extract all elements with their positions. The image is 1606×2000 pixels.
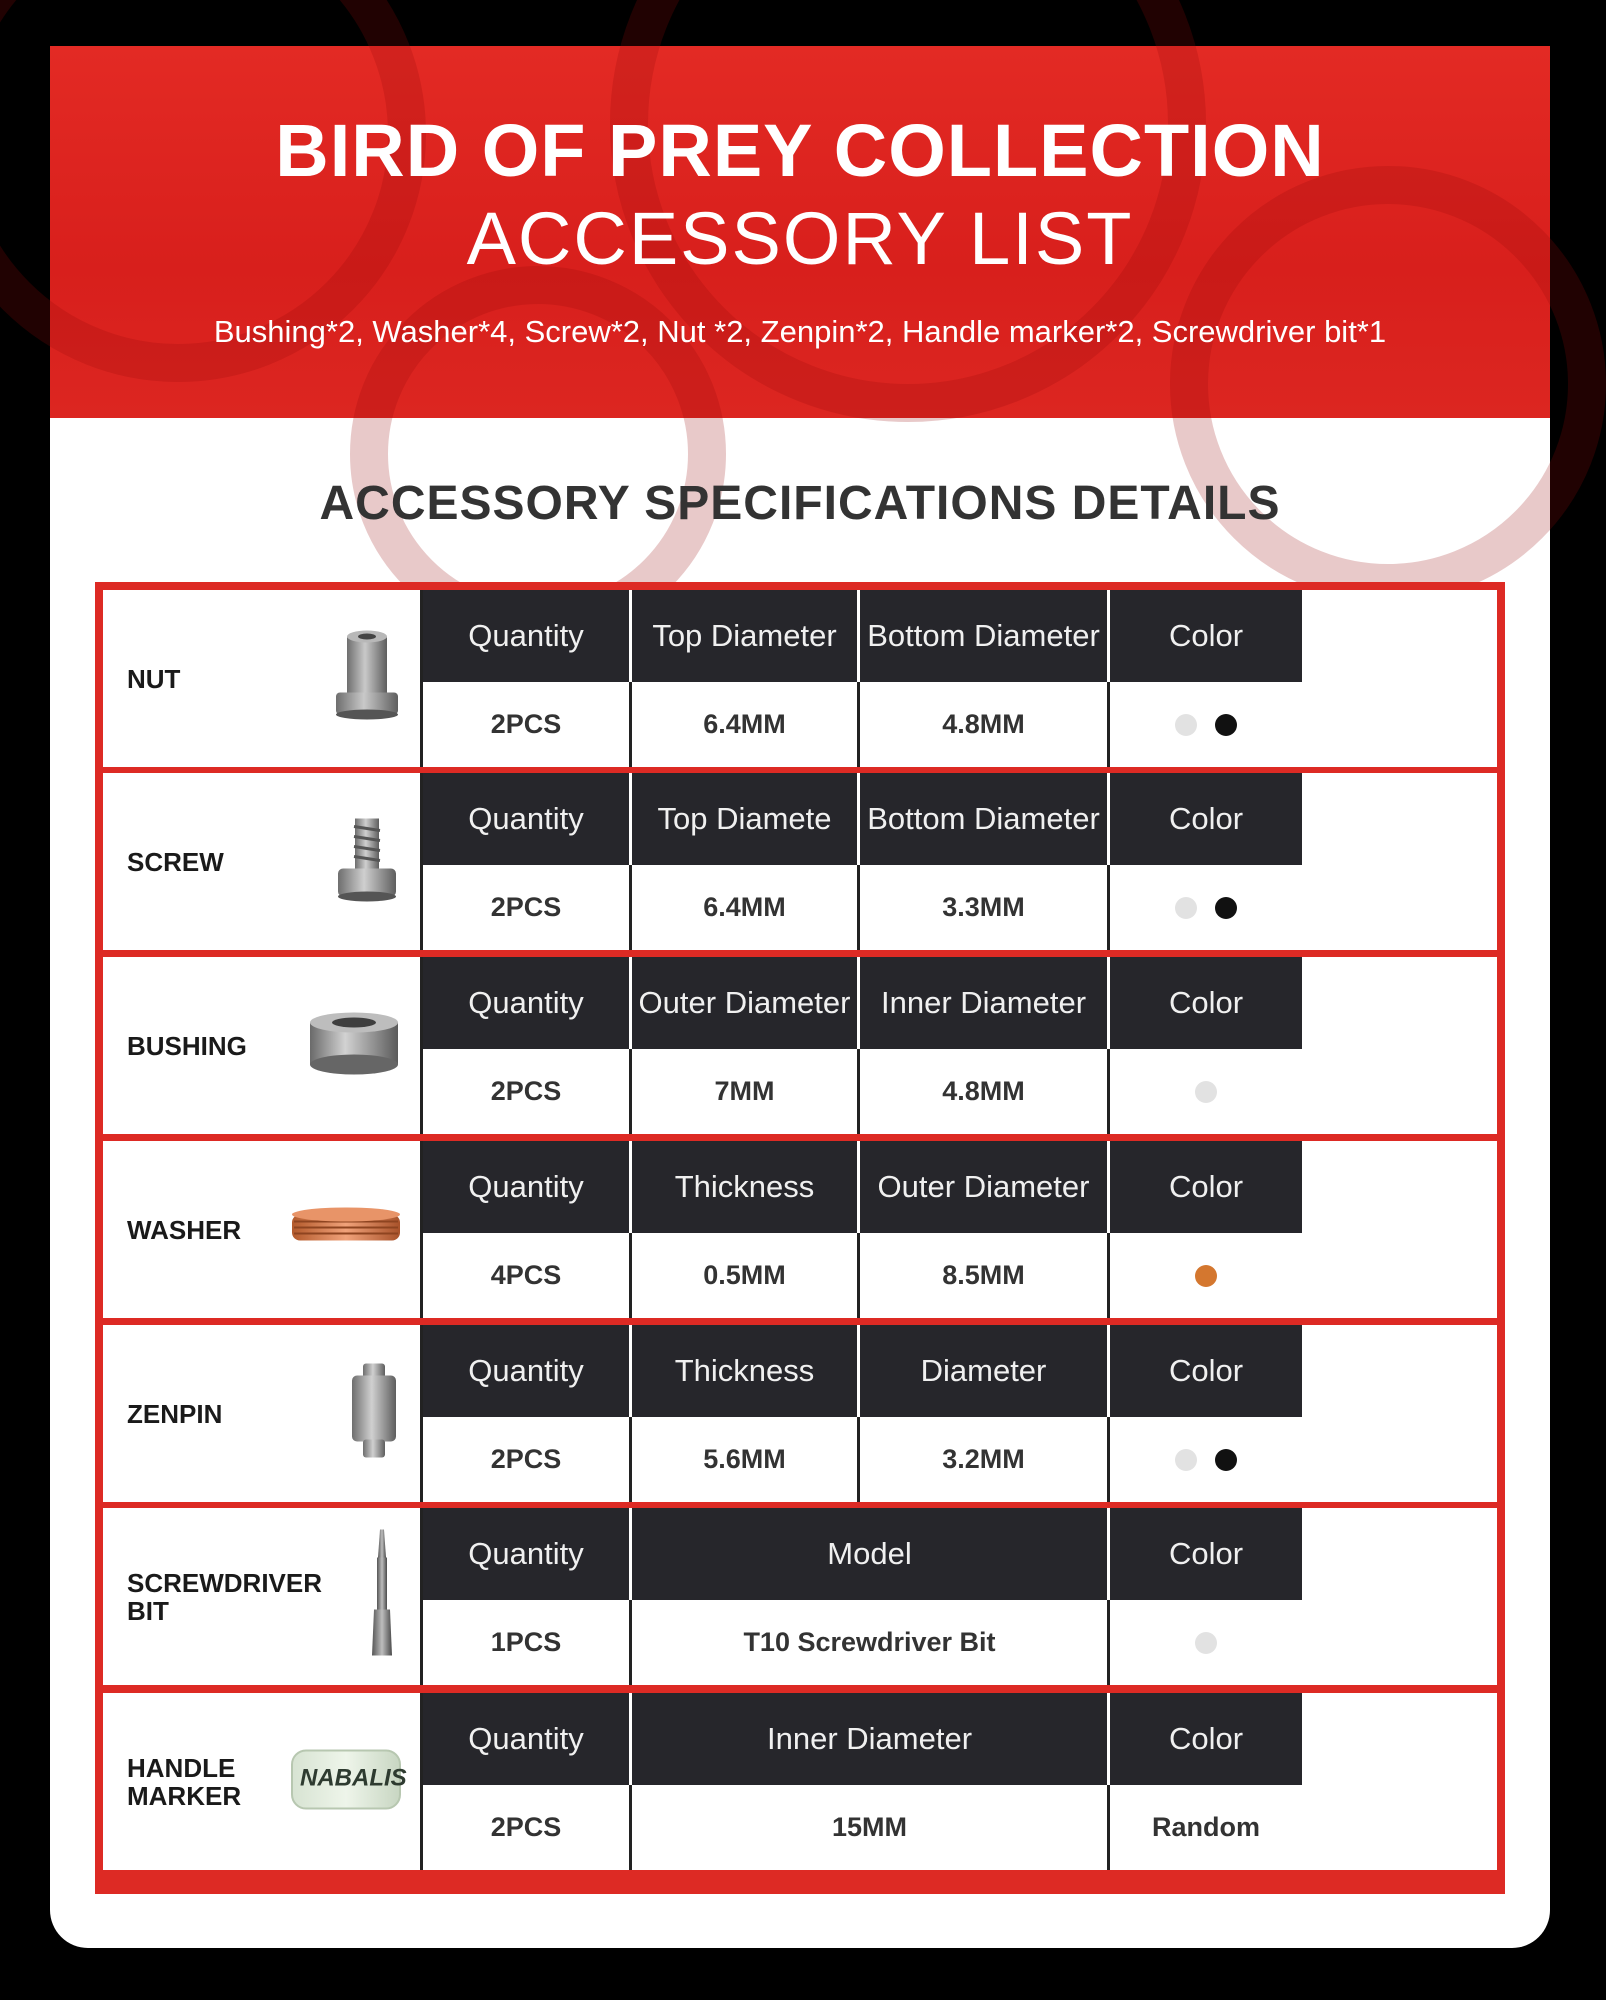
spec-row-zenpin [103, 1325, 1497, 1502]
color-value: Random [1110, 1785, 1302, 1870]
column-header: Outer Diameter [632, 957, 860, 1049]
color-swatch [1195, 1632, 1217, 1654]
marker-brand-text: NABALIS [300, 1764, 407, 1791]
column-header: Color [1110, 1141, 1302, 1233]
color-swatch [1175, 714, 1197, 736]
section-title: ACCESSORY SPECIFICATIONS DETAILS [319, 477, 1281, 530]
spec-value: 6.4MM [632, 865, 860, 950]
column-header: Top Diameter [632, 590, 860, 682]
collection-title: BIRD OF PREY COLLECTION [275, 109, 1325, 192]
spec-row-handle-marker [103, 1693, 1497, 1870]
column-header: Quantity [423, 1141, 632, 1233]
column-header: Diameter [860, 1325, 1110, 1417]
item-name: SCREWDRIVER BIT [127, 1567, 323, 1626]
item-label-cell [103, 1325, 423, 1502]
column-header: Color [1110, 957, 1302, 1049]
spec-value: 2PCS [423, 1785, 632, 1870]
color-value [1110, 1233, 1302, 1318]
spec-value: 2PCS [423, 1417, 632, 1502]
spec-value: 3.3MM [860, 865, 1110, 950]
color-value [1110, 1049, 1302, 1134]
column-header: Thickness [632, 1141, 860, 1233]
item-name: BUSHING [127, 1030, 247, 1061]
column-header: Color [1110, 590, 1302, 682]
spec-value: 2PCS [423, 1049, 632, 1134]
spec-value: 7MM [632, 1049, 860, 1134]
header-banner [50, 46, 1550, 418]
item-name: NUT [127, 663, 181, 694]
spec-value: 1PCS [423, 1600, 632, 1685]
item-label-cell [103, 1508, 423, 1685]
item-name: SCREW [127, 846, 224, 877]
color-swatch [1215, 897, 1237, 919]
column-header: Quantity [423, 590, 632, 682]
color-swatch [1195, 1265, 1217, 1287]
column-header: Color [1110, 773, 1302, 865]
item-label-cell [103, 773, 423, 950]
spec-value: 2PCS [423, 865, 632, 950]
spec-value: 4.8MM [860, 1049, 1110, 1134]
column-header: Inner Diameter [632, 1693, 1110, 1785]
spec-value: 5.6MM [632, 1417, 860, 1502]
item-name: ZENPIN [127, 1398, 223, 1429]
column-header: Quantity [423, 957, 632, 1049]
spec-row-washer [103, 1141, 1497, 1318]
spec-value: 0.5MM [632, 1233, 860, 1318]
handle-marker-icon [290, 1746, 407, 1817]
screw-icon [332, 814, 402, 909]
column-header: Quantity [423, 773, 632, 865]
spec-row-bushing [103, 957, 1497, 1134]
spec-row-screw [103, 773, 1497, 950]
color-swatch [1175, 1449, 1197, 1471]
spec-value: 15MM [632, 1785, 1110, 1870]
color-swatch [1215, 714, 1237, 736]
color-value [1110, 682, 1302, 767]
spec-value: 3.2MM [860, 1417, 1110, 1502]
item-label-cell [103, 957, 423, 1134]
spec-table [95, 582, 1505, 1894]
column-header: Color [1110, 1325, 1302, 1417]
spec-row-nut [103, 590, 1497, 767]
color-swatch [1175, 897, 1197, 919]
zenpin-icon [346, 1361, 402, 1466]
nut-icon [332, 628, 402, 729]
item-label-cell [103, 1693, 423, 1870]
spec-value: 4.8MM [860, 682, 1110, 767]
column-header: Model [632, 1508, 1110, 1600]
column-header: Inner Diameter [860, 957, 1110, 1049]
column-header: Color [1110, 1508, 1302, 1600]
spec-value: 4PCS [423, 1233, 632, 1318]
bushing-icon [306, 1008, 402, 1083]
accessory-card [50, 46, 1550, 1948]
column-header: Quantity [423, 1325, 632, 1417]
washer-icon [290, 1202, 402, 1257]
screwdriver-bit-icon [362, 1527, 402, 1666]
color-value [1110, 1600, 1302, 1685]
column-header: Top Diamete [632, 773, 860, 865]
color-swatch [1215, 1449, 1237, 1471]
spec-value: T10 Screwdriver Bit [632, 1600, 1110, 1685]
contents-summary: Bushing*2, Washer*4, Screw*2, Nut *2, Zenpin*2, Handle marker*2, Screwdriver bit*1 [213, 314, 1387, 349]
color-value [1110, 865, 1302, 950]
column-header: Outer Diameter [860, 1141, 1110, 1233]
spec-row-screwdriver-bit [103, 1508, 1497, 1685]
color-swatch [1195, 1081, 1217, 1103]
column-header: Thickness [632, 1325, 860, 1417]
item-name: HANDLE MARKER [127, 1752, 242, 1811]
list-title: ACCESSORY LIST [466, 197, 1134, 280]
spec-value: 8.5MM [860, 1233, 1110, 1318]
column-header: Bottom Diameter [860, 773, 1110, 865]
column-header: Quantity [423, 1508, 632, 1600]
column-header: Quantity [423, 1693, 632, 1785]
item-name: WASHER [127, 1214, 242, 1245]
spec-value: 6.4MM [632, 682, 860, 767]
color-value [1110, 1417, 1302, 1502]
item-label-cell [103, 590, 423, 767]
spec-value: 2PCS [423, 682, 632, 767]
column-header: Bottom Diameter [860, 590, 1110, 682]
item-label-cell [103, 1141, 423, 1318]
column-header: Color [1110, 1693, 1302, 1785]
